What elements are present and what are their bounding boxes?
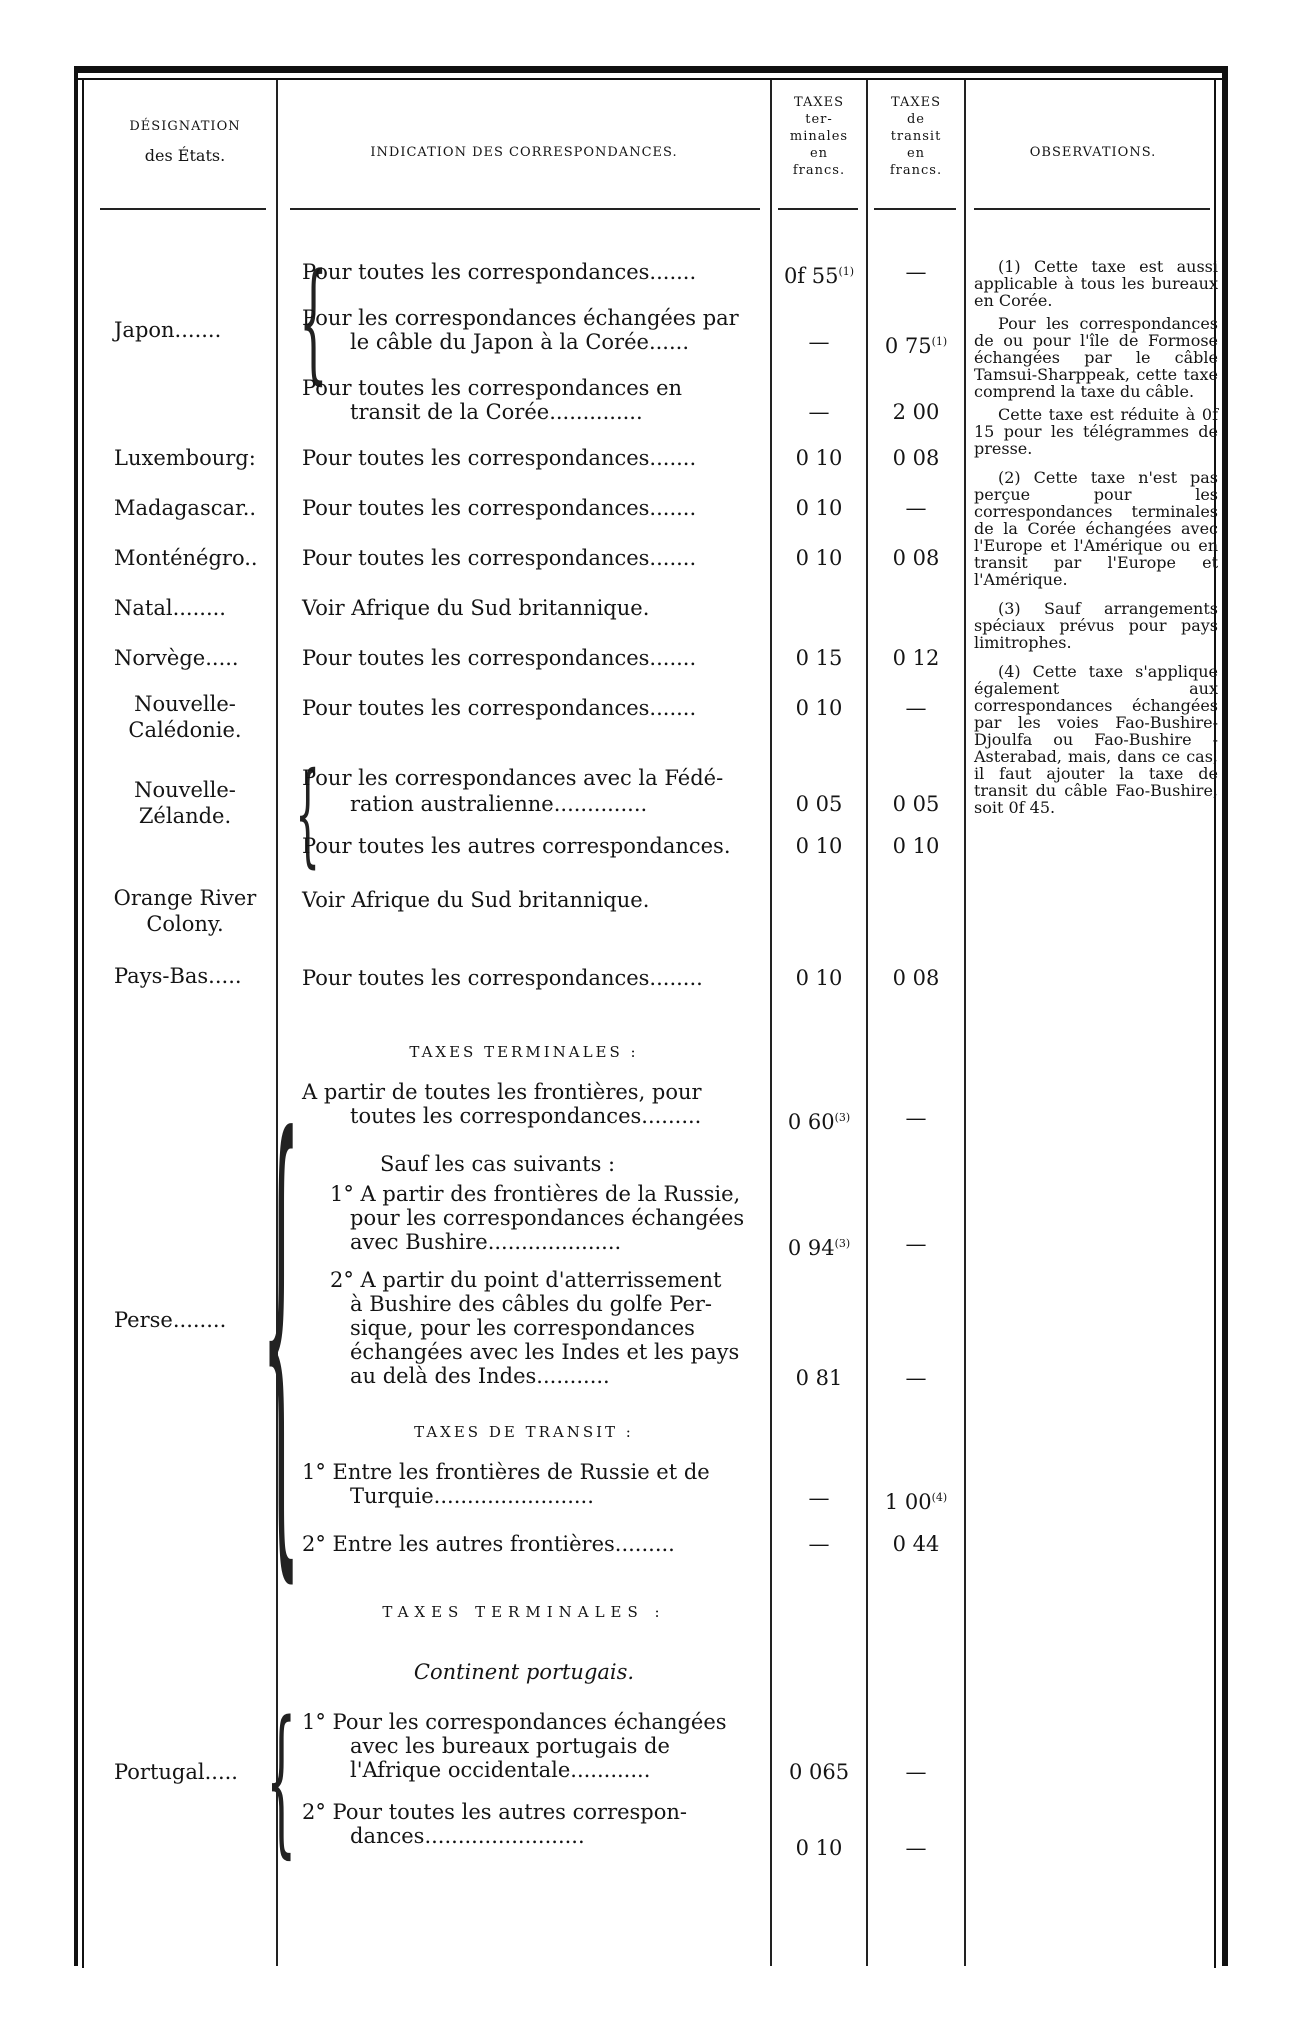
value: 0 94	[787, 1236, 835, 1260]
perse-e-line: 2° Entre les autres frontières.........	[302, 1532, 675, 1556]
state-pays-bas: Pays-Bas.....	[114, 964, 242, 988]
header-rule	[974, 208, 1210, 210]
header-term-line: minales	[789, 129, 849, 144]
perse-a-term	[772, 1106, 866, 1134]
brace: {	[262, 1039, 301, 1621]
japon-line3-text1: Pour toutes les correspondances en	[302, 376, 683, 400]
japon-line2-text1: Pour les correspondances échangées par	[302, 306, 739, 330]
nouvelle-zelande-line2-term: 0 10	[795, 834, 843, 858]
pays-bas-text: Pour toutes les correspondances........	[302, 966, 703, 990]
perse-c-term: 0 81	[795, 1366, 843, 1390]
portugal-section: TAXES TERMINALES :	[382, 1603, 666, 1621]
perse-c-line2: à Bushire des câbles du golfe Per-	[350, 1292, 713, 1316]
header-transit-line: transit	[890, 129, 942, 144]
state-luxembourg: Luxembourg:	[114, 446, 256, 470]
japon-line2-term: —	[808, 330, 830, 354]
nouvelle-zelande-line1-transit: 0 05	[892, 792, 940, 816]
brace: {	[295, 749, 321, 879]
observation-note-2: (2) Cette taxe n'est pas perçue pour les correspondances terminales de la Corée échangées avec l'Europe et l'Amérique ou en transit par l'Europe et l'Amérique.	[974, 468, 1218, 589]
portugal-b-line2: dances........................	[350, 1824, 585, 1848]
footnote-ref: (1)	[838, 265, 855, 278]
luxembourg-term: 0 10	[795, 446, 843, 470]
japon-line1-term	[772, 260, 866, 288]
footnote-ref: (4)	[931, 1491, 948, 1504]
observation-note-1c: Cette taxe est réduite à 0f 15 pour les télégrammes de presse.	[974, 405, 1218, 458]
japon-line3-term: —	[808, 400, 830, 424]
header-term-line: ter-	[805, 112, 833, 127]
nouvelle-zelande-line1-term: 0 05	[795, 792, 843, 816]
header-transit-line: de	[906, 112, 925, 127]
japon-line2-text2: le câble du Japon à la Corée......	[350, 330, 689, 354]
state-orange-line1: Orange River	[113, 886, 257, 910]
portugal-a-line3: l'Afrique occidentale............	[350, 1758, 651, 1782]
brace: {	[266, 1686, 297, 1873]
state-portugal: Portugal.....	[114, 1760, 238, 1784]
portugal-a-line2: avec les bureaux portugais de	[350, 1734, 670, 1758]
luxembourg-transit: 0 08	[892, 446, 940, 470]
perse-b-line3: avec Bushire....................	[350, 1230, 622, 1254]
observation-note-1a: (1) Cette taxe est aussi applicable à tous les bureaux en Corée.	[974, 257, 1218, 310]
footnote-ref: (1)	[931, 335, 948, 348]
header-rule	[100, 208, 266, 210]
observation-note-3: (3) Sauf arrangements spéciaux prévus pour pays limitrophes.	[974, 599, 1218, 652]
japon-line3-transit: 2 00	[892, 400, 940, 424]
perse-b-line2: pour les correspondances échangées	[350, 1206, 745, 1230]
portugal-b-term: 0 10	[795, 1836, 843, 1860]
norvege-text: Pour toutes les correspondances.......	[302, 646, 697, 670]
perse-e-term: —	[808, 1532, 830, 1556]
header-designation-line2: des États.	[144, 146, 226, 165]
header-term-line: francs.	[792, 163, 846, 178]
portugal-subtitle: Continent portugais.	[413, 1660, 635, 1684]
portugal-a-line1: 1° Pour les correspondances échangées	[302, 1710, 727, 1734]
orange-text: Voir Afrique du Sud britannique.	[302, 888, 650, 912]
perse-a-line2: toutes les correspondances.........	[350, 1104, 702, 1128]
perse-b-line1: 1° A partir des frontières de la Russie,	[330, 1182, 741, 1206]
portugal-b-line1: 2° Pour toutes les autres correspon-	[302, 1800, 688, 1824]
natal-text: Voir Afrique du Sud britannique.	[302, 596, 650, 620]
header-rule	[290, 208, 760, 210]
header-term-line: TAXES	[794, 95, 844, 110]
nouvelle-zelande-line1-text1: Pour les correspondances avec la Fédé-	[302, 766, 724, 790]
japon-line3-text2: transit de la Corée..............	[350, 400, 643, 424]
header-transit-line: francs.	[889, 163, 943, 178]
brace: {	[298, 245, 328, 397]
observations-column	[974, 258, 1218, 822]
state-orange-line2: Colony.	[146, 912, 224, 936]
header-transit-line: TAXES	[891, 95, 941, 110]
nouvelle-zelande-line2-text: Pour toutes les autres correspondances.	[302, 834, 731, 858]
madagascar-transit: —	[905, 496, 927, 520]
observation-note-1b: Pour les correspondances de ou pour l'île de Formose échangées par le câble Tamsui-Sharppeak, cette taxe comprend la taxe du câble.	[974, 314, 1218, 401]
japon-line1-transit: —	[905, 260, 927, 284]
perse-d-term: —	[808, 1486, 830, 1510]
perse-e-transit: 0 44	[892, 1532, 940, 1556]
state-japon: Japon.......	[114, 318, 222, 342]
header-taxes-terminales	[772, 94, 866, 179]
state-norvege: Norvège.....	[114, 646, 239, 670]
nouvelle-caledonie-text: Pour toutes les correspondances.......	[302, 696, 697, 720]
frame-top-rule-thin	[74, 78, 1226, 80]
observation-note-4: (4) Cette taxe s'applique également aux correspondances échangées par les voies Fao-Bushire-Djoulfa ou Fao-Bushire - Asterabad, mais, dans ce cas, il faut ajouter la taxe de transit du câble Fao-Bushire, soit 0f 45.	[974, 662, 1218, 817]
nouvelle-zelande-line1-text2: ration australienne..............	[350, 792, 648, 816]
nouvelle-zelande-line2-transit: 0 10	[892, 834, 940, 858]
value: 1 00	[884, 1490, 932, 1514]
value: 0 75	[884, 334, 932, 358]
header-observations: OBSERVATIONS.	[1029, 145, 1157, 160]
perse-d-transit	[868, 1486, 964, 1514]
value: 0f 55	[783, 264, 839, 288]
state-montenegro: Monténégro..	[114, 546, 258, 570]
header-designation-line1: DÉSIGNATION	[129, 119, 241, 134]
japon-line2-transit	[868, 330, 964, 358]
header-transit-line: en	[906, 146, 926, 161]
header-rule	[874, 208, 956, 210]
perse-d-line1: 1° Entre les frontières de Russie et de	[302, 1460, 710, 1484]
perse-section-transit: TAXES DE TRANSIT :	[414, 1423, 634, 1441]
state-nouvelle-caledonie-line2: Calédonie.	[128, 718, 242, 742]
state-perse: Perse........	[114, 1308, 227, 1332]
perse-c-transit: —	[905, 1366, 927, 1390]
state-natal: Natal........	[114, 596, 226, 620]
header-indication: INDICATION DES CORRESPONDANCES.	[370, 145, 678, 160]
header-rule	[778, 208, 858, 210]
column-separator	[276, 80, 278, 1966]
frame-top-rule	[74, 66, 1226, 73]
madagascar-text: Pour toutes les correspondances.......	[302, 496, 697, 520]
perse-a-transit: —	[905, 1106, 927, 1130]
header-taxes-transit	[868, 94, 964, 179]
header-term-line: en	[809, 146, 829, 161]
nouvelle-caledonie-transit: —	[905, 696, 927, 720]
pays-bas-term: 0 10	[795, 966, 843, 990]
value: 0 60	[787, 1110, 835, 1134]
state-nouvelle-caledonie-line1: Nouvelle-	[134, 692, 236, 716]
footnote-ref: (3)	[834, 1111, 851, 1124]
frame-left-rule	[74, 66, 78, 1966]
luxembourg-text: Pour toutes les correspondances.......	[302, 446, 697, 470]
norvege-term: 0 15	[795, 646, 843, 670]
portugal-b-transit: —	[905, 1836, 927, 1860]
state-madagascar: Madagascar..	[114, 496, 257, 520]
montenegro-term: 0 10	[795, 546, 843, 570]
column-separator	[964, 80, 966, 1966]
montenegro-text: Pour toutes les correspondances.......	[302, 546, 697, 570]
perse-c-line3: sique, pour les correspondances	[350, 1316, 695, 1340]
column-separator	[866, 80, 868, 1966]
madagascar-term: 0 10	[795, 496, 843, 520]
perse-c-line1: 2° A partir du point d'atterrissement	[330, 1268, 722, 1292]
portugal-a-term: 0 065	[788, 1760, 850, 1784]
perse-b-term	[772, 1232, 866, 1260]
column-separator	[770, 80, 772, 1966]
perse-c-line4: échangées avec les Indes et les pays	[350, 1340, 740, 1364]
japon-line1-text: Pour toutes les correspondances.......	[302, 260, 697, 284]
montenegro-transit: 0 08	[892, 546, 940, 570]
perse-section-terminales: TAXES TERMINALES :	[409, 1043, 639, 1061]
norvege-transit: 0 12	[892, 646, 940, 670]
perse-b-transit: —	[905, 1232, 927, 1256]
perse-sauf: Sauf les cas suivants :	[380, 1152, 616, 1176]
perse-d-line2: Turquie........................	[350, 1484, 594, 1508]
frame-left-rule-thin	[82, 78, 84, 1968]
header-designation	[100, 118, 270, 164]
perse-c-line5: au delà des Indes...........	[350, 1364, 610, 1388]
state-nouvelle-zelande-line1: Nouvelle-	[134, 778, 236, 802]
frame-right-rule	[1222, 66, 1228, 1966]
nouvelle-caledonie-term: 0 10	[795, 696, 843, 720]
perse-a-line1: A partir de toutes les frontières, pour	[302, 1080, 702, 1104]
pays-bas-transit: 0 08	[892, 966, 940, 990]
footnote-ref: (3)	[834, 1237, 851, 1250]
portugal-a-transit: —	[905, 1760, 927, 1784]
state-nouvelle-zelande-line2: Zélande.	[138, 804, 232, 828]
